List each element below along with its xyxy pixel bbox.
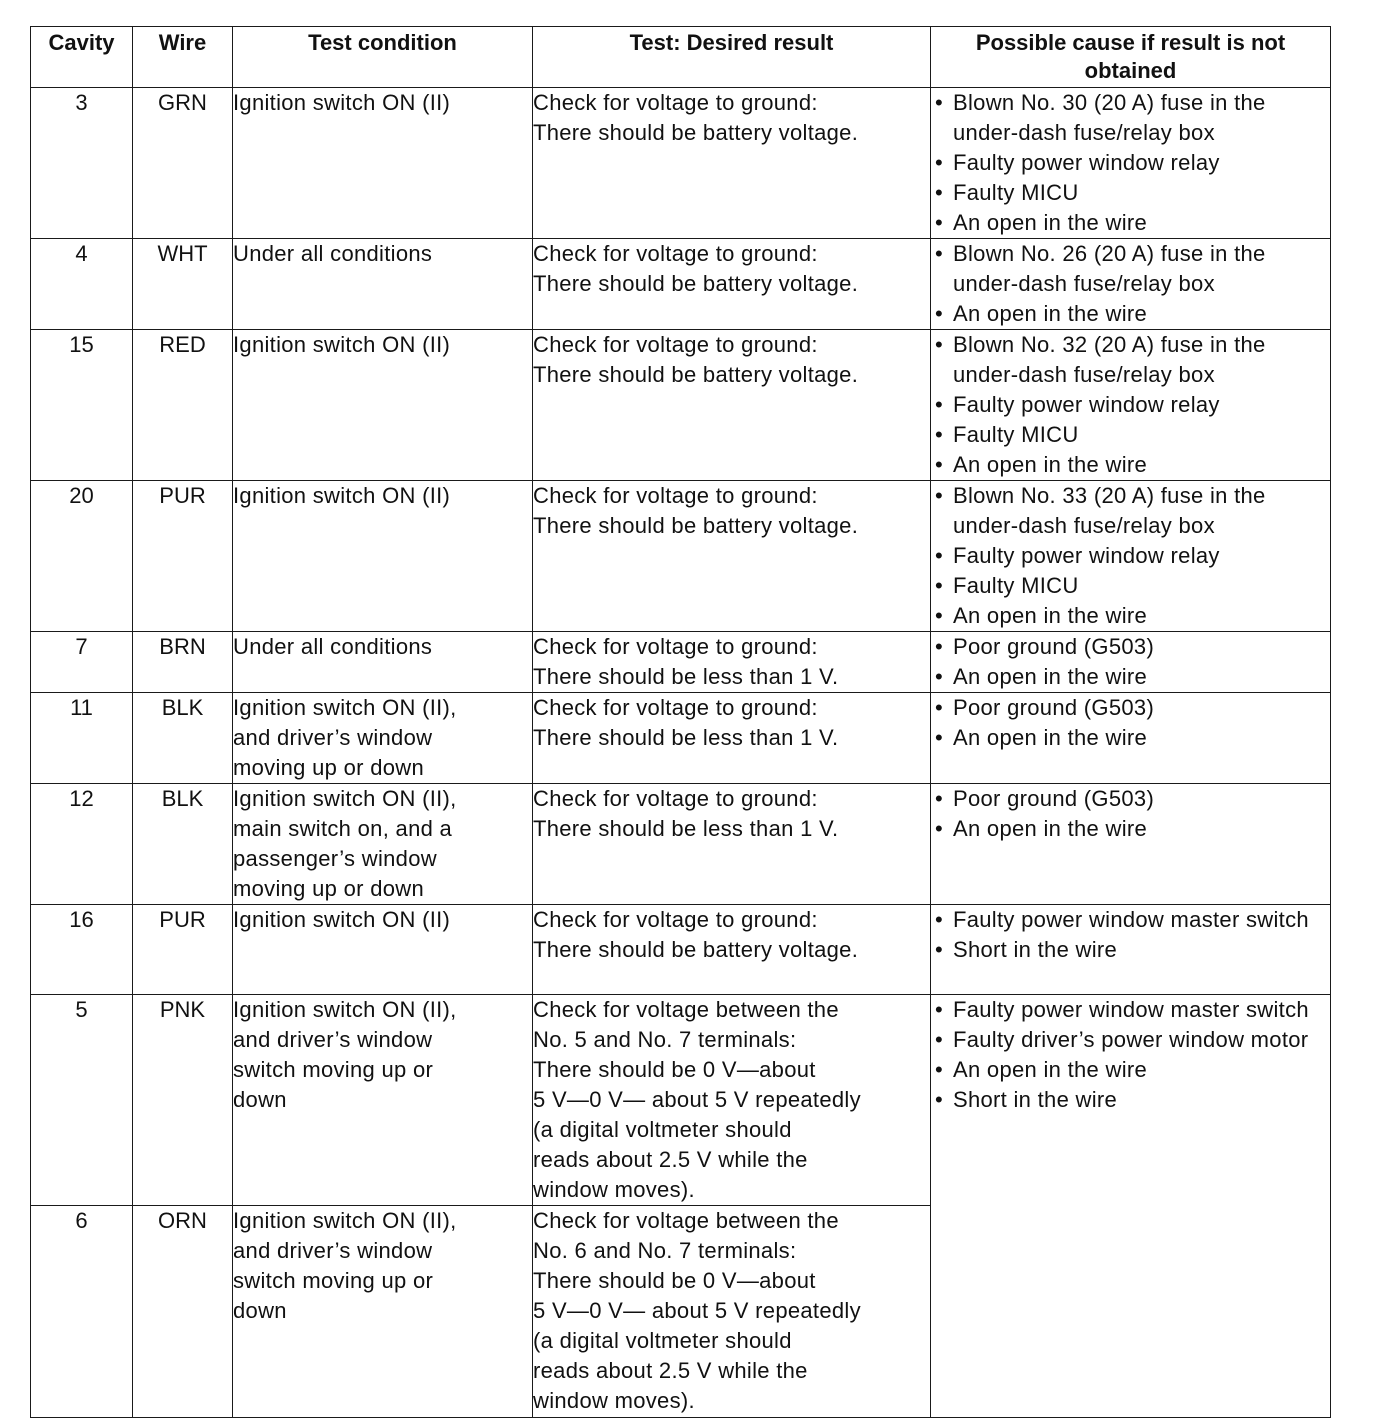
desired-result-cell: Check for voltage to ground: There should be battery voltage. [533,481,931,632]
cause-list [931,330,1330,480]
table-row [31,239,1331,330]
cause-item: • Poor ground (G503) [931,693,1330,723]
table-row [31,784,1331,905]
cause-item: • An open in the wire [931,814,1330,844]
cause-item: • An open in the wire [931,1055,1330,1085]
cause-item: • Faulty power window master switch [931,905,1330,935]
header-cavity: Cavity [31,27,133,88]
header-wire: Wire [133,27,233,88]
cause-cell-shared [931,995,1331,1418]
cause-cell [931,481,1331,632]
header-row [31,27,1331,88]
diagnostic-table [30,26,1331,1418]
cause-list [931,905,1330,965]
cause-list [931,481,1330,631]
cavity-cell: 4 [31,239,133,330]
wire-cell: BLK [133,693,233,784]
table-row [31,995,1331,1206]
cause-item: • Faulty MICU [931,178,1330,208]
table-row [31,905,1331,995]
cavity-cell: 16 [31,905,133,995]
desired-result-cell: Check for voltage between the No. 5 and No. 7 terminals: There should be 0 V—about 5 V—0 V— about 5 V repeatedly (a digital voltmeter should reads about 2.5 V while the window moves). [533,995,931,1206]
cause-cell [931,693,1331,784]
cause-item: • Faulty power window master switch [931,995,1330,1025]
cause-item: • An open in the wire [931,662,1330,692]
cause-item: • Faulty power window relay [931,390,1330,420]
desired-result-cell: Check for voltage to ground: There should be battery voltage. [533,239,931,330]
cause-list [931,632,1330,692]
desired-result-cell: Check for voltage to ground: There should be less than 1 V. [533,784,931,905]
desired-result-cell: Check for voltage to ground: There should be battery voltage. [533,905,931,995]
wire-cell: ORN [133,1206,233,1418]
cause-item: • Poor ground (G503) [931,784,1330,814]
condition-cell: Under all conditions [233,632,533,693]
cause-item: • Short in the wire [931,935,1330,965]
wire-cell: WHT [133,239,233,330]
cause-list [931,995,1330,1115]
cause-cell [931,330,1331,481]
header-test-condition: Test condition [233,27,533,88]
table-row [31,693,1331,784]
cause-cell [931,632,1331,693]
cause-item: • Blown No. 33 (20 A) fuse in the under-dash fuse/relay box [931,481,1330,541]
cause-list [931,693,1330,753]
condition-cell: Ignition switch ON (II), and driver’s window moving up or down [233,693,533,784]
cause-item: • An open in the wire [931,299,1330,329]
cause-item: • Faulty power window relay [931,541,1330,571]
cavity-cell: 3 [31,88,133,239]
cause-item: • Blown No. 30 (20 A) fuse in the under-dash fuse/relay box [931,88,1330,148]
desired-result-cell: Check for voltage to ground: There should be less than 1 V. [533,632,931,693]
condition-cell: Ignition switch ON (II), main switch on, and a passenger’s window moving up or down [233,784,533,905]
cause-cell [931,239,1331,330]
table-row [31,632,1331,693]
cause-item: • An open in the wire [931,723,1330,753]
cause-item: • Blown No. 32 (20 A) fuse in the under-dash fuse/relay box [931,330,1330,390]
cause-item: • Faulty MICU [931,420,1330,450]
cavity-cell: 5 [31,995,133,1206]
cause-item: • Short in the wire [931,1085,1330,1115]
table-row [31,481,1331,632]
condition-cell: Ignition switch ON (II), and driver’s window switch moving up or down [233,1206,533,1418]
cause-item: • An open in the wire [931,208,1330,238]
condition-cell: Ignition switch ON (II) [233,88,533,239]
cavity-cell: 11 [31,693,133,784]
cavity-cell: 12 [31,784,133,905]
cause-list [931,88,1330,238]
cause-item: • Faulty MICU [931,571,1330,601]
cause-item: • Blown No. 26 (20 A) fuse in the under-dash fuse/relay box [931,239,1330,299]
wire-cell: PNK [133,995,233,1206]
cause-list [931,784,1330,844]
cavity-cell: 20 [31,481,133,632]
table-row [31,88,1331,239]
wire-cell: RED [133,330,233,481]
header-possible-cause: Possible cause if result is not obtained [931,27,1331,88]
cause-item: • An open in the wire [931,450,1330,480]
cause-cell [931,784,1331,905]
desired-result-cell: Check for voltage to ground: There should be battery voltage. [533,330,931,481]
condition-cell: Ignition switch ON (II), and driver’s window switch moving up or down [233,995,533,1206]
wire-cell: PUR [133,905,233,995]
wire-cell: BLK [133,784,233,905]
condition-cell: Under all conditions [233,239,533,330]
wire-cell: PUR [133,481,233,632]
condition-cell: Ignition switch ON (II) [233,330,533,481]
cause-item: • Faulty power window relay [931,148,1330,178]
condition-cell: Ignition switch ON (II) [233,905,533,995]
desired-result-cell: Check for voltage between the No. 6 and No. 7 terminals: There should be 0 V—about 5 V—0 V— about 5 V repeatedly (a digital voltmeter should reads about 2.5 V while the window moves). [533,1206,931,1418]
cause-cell [931,88,1331,239]
cavity-cell: 15 [31,330,133,481]
cause-item: • Poor ground (G503) [931,632,1330,662]
desired-result-cell: Check for voltage to ground: There should be less than 1 V. [533,693,931,784]
table-row [31,330,1331,481]
wire-cell: BRN [133,632,233,693]
cavity-cell: 6 [31,1206,133,1418]
header-desired-result: Test: Desired result [533,27,931,88]
cavity-cell: 7 [31,632,133,693]
desired-result-cell: Check for voltage to ground: There should be battery voltage. [533,88,931,239]
cause-list [931,239,1330,329]
cause-cell [931,905,1331,995]
wire-cell: GRN [133,88,233,239]
cause-item: • An open in the wire [931,601,1330,631]
condition-cell: Ignition switch ON (II) [233,481,533,632]
cause-item: • Faulty driver’s power window motor [931,1025,1330,1055]
